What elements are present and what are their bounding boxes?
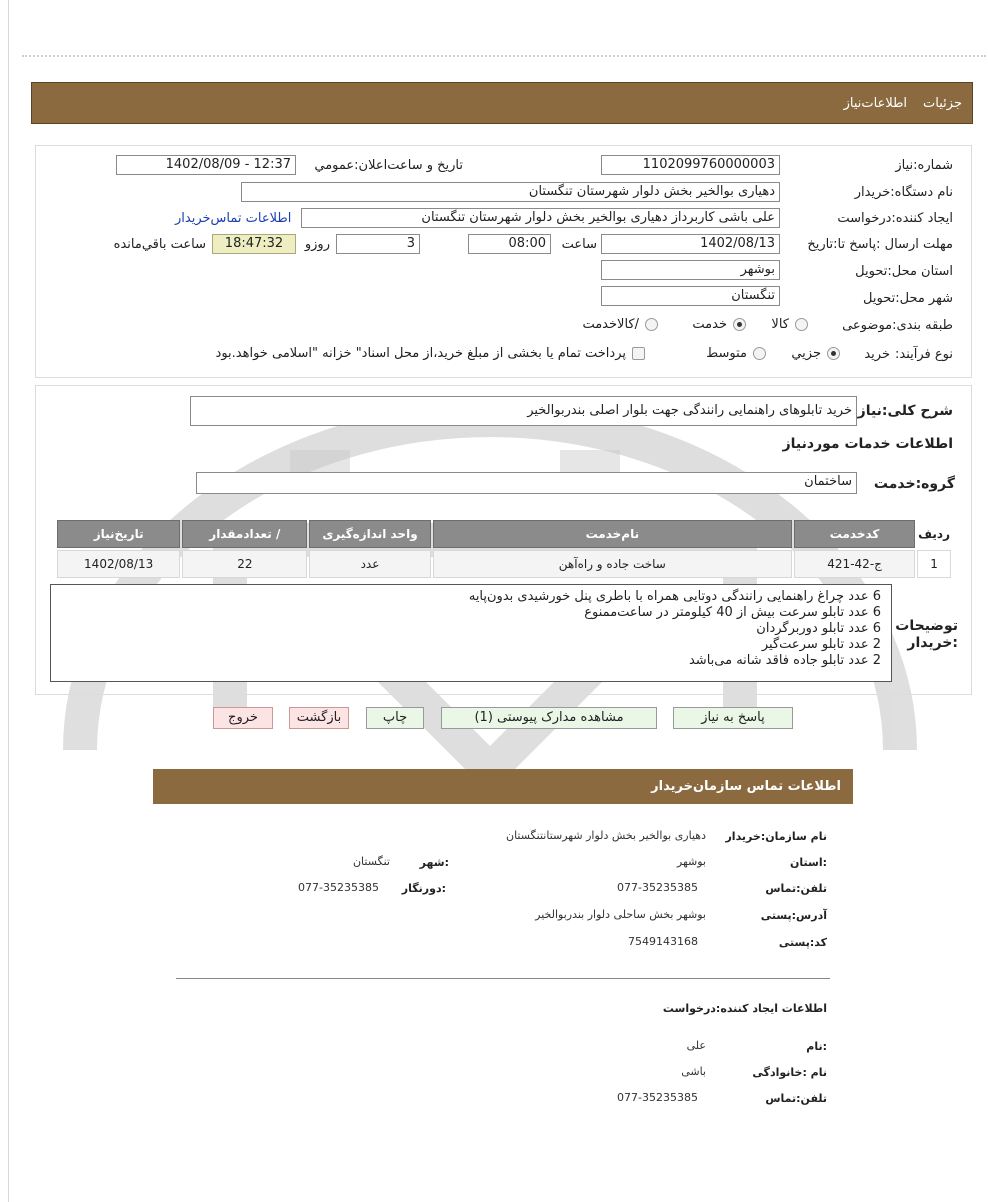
need-summary-field: خرید تابلوهای راهنمایی رانندگی جهت بلوار اصلی بندربوالخیر — [190, 396, 857, 426]
city-field: تنگستان — [601, 286, 780, 306]
radio-on-icon — [733, 318, 746, 331]
contact-province-label: :استان — [790, 856, 827, 869]
process-partial-label: جزيي — [791, 346, 821, 361]
print-button[interactable]: چاپ — [366, 707, 424, 729]
radio-off-icon — [795, 318, 808, 331]
note-line: 2 عدد تابلو جاده فاقد شانه می‌باشد — [688, 653, 881, 668]
request-creator-field: علی باشی کاربرداز دهیاری بوالخیر بخش دلوار شهرستان تنگستان — [301, 208, 780, 228]
process-medium-label: متوسط — [706, 346, 747, 361]
creator-name-value: علی — [686, 1039, 706, 1052]
radio-on-icon — [827, 347, 840, 360]
contact-city-label: :شهر — [419, 856, 449, 869]
remaining-time: 18:47:32 — [212, 234, 296, 254]
category-goods-label: کالا — [771, 317, 789, 332]
contact-divider — [176, 978, 830, 979]
cell-service-name: ساخت جاده و راه‌آهن — [433, 550, 792, 578]
service-group-field: ساختمان — [196, 472, 857, 494]
category-goods-service-label: /کالاخدمت — [582, 317, 639, 332]
services-heading: اطلاعات خدمات موردنیاز — [782, 436, 953, 452]
treasury-payment-checkbox[interactable] — [216, 346, 645, 361]
note-line: 2 عدد تابلو سرعت‌گیر — [761, 637, 881, 652]
buyer-contact-header: اطلاعات تماس سازمان‌خریدار — [153, 769, 853, 804]
top-divider — [22, 55, 986, 57]
process-partial-radio[interactable] — [791, 346, 840, 361]
reply-button[interactable]: پاسخ به نیاز — [673, 707, 793, 729]
deadline-date-field: 1402/08/13 — [601, 234, 780, 254]
tab-details[interactable]: جزئیات — [923, 95, 962, 111]
days-label: روزو — [304, 237, 330, 252]
deadline-hour-label: ساعت — [561, 237, 597, 252]
service-group-label: گروه:خدمت — [873, 476, 955, 492]
col-quantity: / تعدادمقدار — [182, 520, 307, 548]
treasury-payment-label: پرداخت تمام یا بخشی از مبلغ خرید،از محل اسناد" خزانه "اسلامی خواهد.بود — [215, 346, 626, 361]
col-service-name: نام‌خدمت — [433, 520, 792, 548]
contact-postal-label: کد:پستی — [778, 936, 827, 949]
creator-family-label: نام :خانوادگی — [752, 1066, 827, 1079]
buyer-notes-label: توضیحات :خریدار — [895, 618, 958, 651]
note-line: 6 عدد تابلو سرعت بیش از 40 کیلومتر در ساعت‌ممنوع — [584, 605, 881, 620]
cell-quantity: 22 — [182, 550, 307, 578]
col-need-date: تاریخ‌نیاز — [57, 520, 180, 548]
services-table — [55, 518, 953, 580]
category-service-radio[interactable] — [692, 317, 746, 332]
request-creator-label: ايجاد کننده:درخواست — [837, 211, 953, 226]
request-creator-heading: اطلاعات ایجاد کننده:درخواست — [662, 1002, 827, 1015]
creator-phone-value: 077-35235385 — [617, 1091, 698, 1104]
category-goods-radio[interactable] — [771, 317, 808, 332]
cell-row-number: 1 — [917, 550, 951, 578]
org-name-label: نام سازمان:خريدار — [725, 830, 827, 843]
radio-off-icon — [645, 318, 658, 331]
contact-address-value: بوشهر بخش ساحلی دلوار بندربوالخیر — [535, 908, 706, 921]
category-service-label: خدمت — [692, 317, 727, 332]
col-service-code: کدخدمت — [794, 520, 915, 548]
need-number-field: 1102099760000003 — [601, 155, 780, 175]
contact-phone-value: 077-35235385 — [617, 881, 698, 894]
view-attachments-button[interactable]: مشاهده مدارک پیوستی (1) — [441, 707, 657, 729]
buyer-notes-box — [50, 584, 892, 682]
need-number-label: شماره:نیاز — [895, 158, 953, 173]
deadline-hour-field: 08:00 — [468, 234, 551, 254]
table-header-row — [57, 520, 951, 548]
deadline-label: مهلت ارسال :پاسخ تا:تاريخ — [807, 237, 953, 252]
col-unit: واحد اندازه‌گیری — [309, 520, 430, 548]
buyer-contact-link[interactable]: اطلاعات تماس‌خريدار — [175, 211, 292, 226]
note-line: 6 عدد چراغ راهنمایی رانندگی دوتایی همراه با باطری پنل خورشیدی بدون‌پایه — [468, 589, 881, 604]
creator-name-label: :نام — [806, 1040, 827, 1053]
announce-date-field: 1402/08/09 - 12:37 — [116, 155, 296, 175]
process-buy-label: خريد — [864, 347, 890, 362]
contact-address-label: آدرس:پستی — [760, 909, 827, 922]
cell-need-date: 1402/08/13 — [57, 550, 180, 578]
contact-fax-label: :دورنگار — [401, 882, 446, 895]
back-button[interactable]: بازگشت — [289, 707, 349, 729]
days-field: 3 — [336, 234, 420, 254]
province-field: بوشهر — [601, 260, 780, 280]
checkbox-icon — [632, 347, 645, 360]
cell-service-code: ج-42-421 — [794, 550, 915, 578]
province-label: استان محل:تحویل — [855, 264, 953, 279]
category-goods-service-radio[interactable] — [582, 317, 658, 332]
contact-phone-label: تلفن:تماس — [765, 882, 827, 895]
contact-postal-value: 7549143168 — [628, 935, 698, 948]
city-label: شهر محل:تحویل — [863, 291, 953, 306]
org-name-value: دهیاری بوالخیر بخش دلوار شهرستانتنگستان — [506, 829, 706, 842]
process-type-label: نوع فرآیند: — [895, 347, 953, 362]
left-divider — [8, 0, 9, 1202]
process-medium-radio[interactable] — [706, 346, 766, 361]
exit-button[interactable]: خروج — [213, 707, 273, 729]
note-line: 6 عدد تابلو دوربرگردان — [756, 621, 881, 636]
creator-phone-label: تلفن:تماس — [765, 1092, 827, 1105]
category-label: طبقه بندی:موضوعی — [842, 318, 953, 333]
contact-province-value: بوشهر — [676, 855, 706, 868]
table-row — [57, 550, 951, 578]
contact-city-value: تنگستان — [352, 855, 390, 868]
contact-fax-value: 077-35235385 — [298, 881, 379, 894]
col-row-number: رديف — [917, 520, 951, 548]
buyer-org-label: نام دستگاه:خريدار — [854, 185, 953, 200]
tab-need-info[interactable]: اطلاعات‌نیاز — [843, 95, 908, 111]
details-header-bar — [31, 82, 973, 124]
need-summary-label: شرح کلی:نیاز — [857, 403, 953, 419]
radio-off-icon — [753, 347, 766, 360]
cell-unit: عدد — [309, 550, 430, 578]
buyer-org-field: دهیاری بوالخیر بخش دلوار شهرستان تنگستان — [241, 182, 780, 202]
announce-date-label: تاريخ و ساعت‌اعلان:عمومي — [314, 158, 463, 173]
need-info-panel — [35, 145, 972, 378]
creator-family-value: باشی — [681, 1065, 706, 1078]
remaining-time-label: ساعت باقي‌مانده — [113, 237, 206, 252]
